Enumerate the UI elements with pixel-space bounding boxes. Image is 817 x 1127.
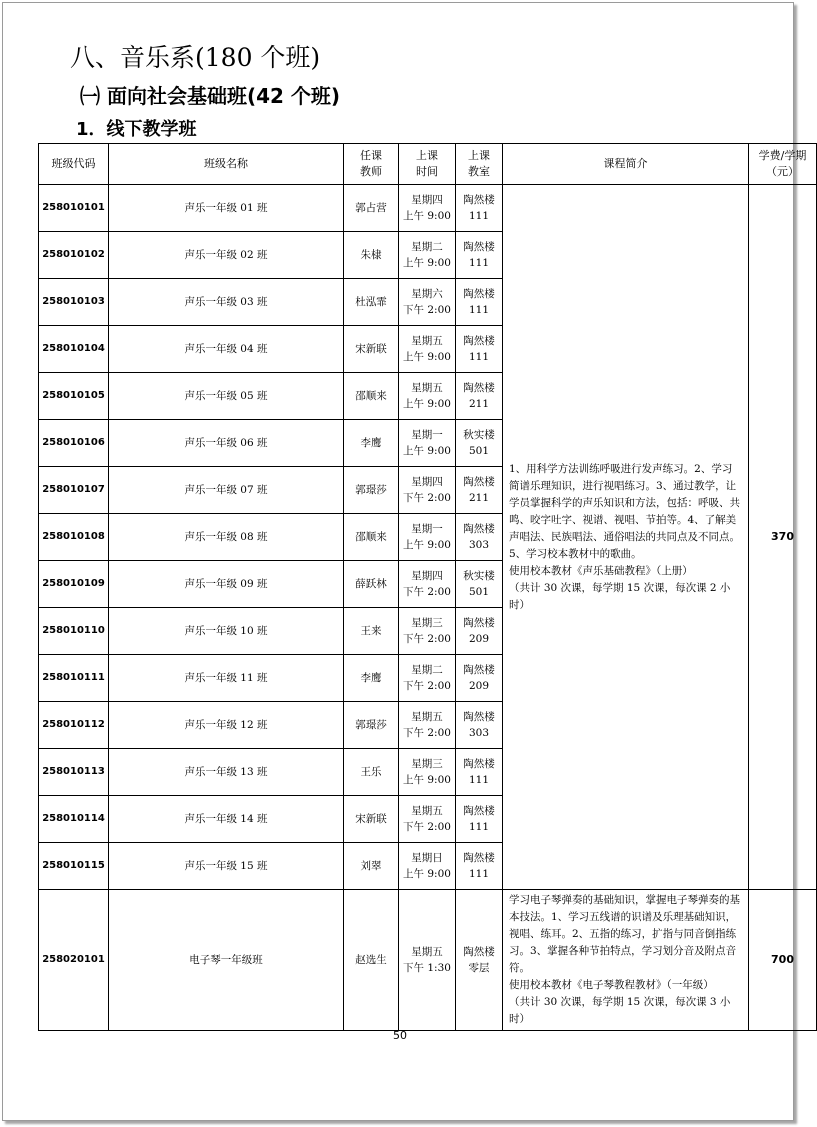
- teacher-name: 郭璟莎: [344, 702, 399, 749]
- teacher-name: 王乐: [344, 749, 399, 796]
- class-code: 258010114: [39, 796, 109, 843]
- teacher-name: 李鹰: [344, 420, 399, 467]
- class-time: 星期四 下午 2:00: [399, 467, 456, 514]
- classroom: 陶然楼 111: [456, 796, 503, 843]
- class-name: 声乐一年级 13 班: [109, 749, 344, 796]
- classroom: 陶然楼 211: [456, 467, 503, 514]
- page-number: 50: [393, 1029, 407, 1042]
- class-name: 声乐一年级 04 班: [109, 326, 344, 373]
- course-fee: 370: [749, 185, 817, 890]
- class-code: 258010105: [39, 373, 109, 420]
- class-time: 星期三 下午 2:00: [399, 608, 456, 655]
- teacher-name: 赵选生: [344, 890, 399, 1031]
- classroom: 陶然楼 111: [456, 185, 503, 232]
- class-time: 星期四 上午 9:00: [399, 185, 456, 232]
- teacher-name: 邵顺来: [344, 373, 399, 420]
- class-time: 星期日 上午 9:00: [399, 843, 456, 890]
- teacher-name: 朱棣: [344, 232, 399, 279]
- class-code: 258010110: [39, 608, 109, 655]
- class-time: 星期五 下午 1:30: [399, 890, 456, 1031]
- class-time: 星期二 上午 9:00: [399, 232, 456, 279]
- class-time: 星期一 上午 9:00: [399, 420, 456, 467]
- teacher-name: 宋新联: [344, 796, 399, 843]
- class-time: 星期五 上午 9:00: [399, 373, 456, 420]
- class-code: 258010101: [39, 185, 109, 232]
- class-code: 258010115: [39, 843, 109, 890]
- class-name: 电子琴一年级班: [109, 890, 344, 1031]
- table-row: [39, 890, 817, 1031]
- classroom: 陶然楼 111: [456, 232, 503, 279]
- class-name: 声乐一年级 01 班: [109, 185, 344, 232]
- header-teacher: 任课 教师: [344, 144, 399, 185]
- class-code: 258010107: [39, 467, 109, 514]
- teacher-name: 宋新联: [344, 326, 399, 373]
- class-name: 声乐一年级 05 班: [109, 373, 344, 420]
- teacher-name: 刘翠: [344, 843, 399, 890]
- class-code: 258010111: [39, 655, 109, 702]
- class-name: 声乐一年级 08 班: [109, 514, 344, 561]
- class-code: 258010104: [39, 326, 109, 373]
- class-code: 258010103: [39, 279, 109, 326]
- teacher-name: 郭占营: [344, 185, 399, 232]
- teacher-name: 李鹰: [344, 655, 399, 702]
- table-row: [39, 185, 817, 232]
- teacher-name: 王来: [344, 608, 399, 655]
- intro-paragraph: （共计 30 次课，每学期 15 次课，每次课 3 小时）: [509, 996, 731, 1025]
- teacher-name: 薛跃林: [344, 561, 399, 608]
- teacher-name: 邵顺来: [344, 514, 399, 561]
- class-name: 声乐一年级 06 班: [109, 420, 344, 467]
- classroom: 秋实楼 501: [456, 561, 503, 608]
- header-room: 上课 教室: [456, 144, 503, 185]
- class-code: 258010109: [39, 561, 109, 608]
- course-table: [38, 143, 817, 1031]
- classroom: 陶然楼 111: [456, 843, 503, 890]
- teacher-name: 杜泓霏: [344, 279, 399, 326]
- classroom: 陶然楼 111: [456, 749, 503, 796]
- class-name: 声乐一年级 11 班: [109, 655, 344, 702]
- classroom: 陶然楼 209: [456, 655, 503, 702]
- header-fee: 学费/学期 （元）: [749, 144, 817, 185]
- class-time: 星期六 下午 2:00: [399, 279, 456, 326]
- classroom: 陶然楼 303: [456, 702, 503, 749]
- classroom: 陶然楼 303: [456, 514, 503, 561]
- classroom: 陶然楼 111: [456, 326, 503, 373]
- classroom: 陶然楼 零层: [456, 890, 503, 1031]
- subsection-title: ㈠ 面向社会基础班(42 个班): [80, 84, 341, 108]
- class-name: 声乐一年级 03 班: [109, 279, 344, 326]
- class-name: 声乐一年级 15 班: [109, 843, 344, 890]
- class-time: 星期二 下午 2:00: [399, 655, 456, 702]
- class-name: 声乐一年级 14 班: [109, 796, 344, 843]
- header-code: 班级代码: [39, 144, 109, 185]
- class-code: 258010113: [39, 749, 109, 796]
- classroom: 陶然楼 209: [456, 608, 503, 655]
- section-title: 八、音乐系(180 个班): [70, 43, 321, 72]
- intro-paragraph: 使用校本教材《电子琴教程教材》（一年级）: [509, 979, 714, 991]
- class-name: 声乐一年级 07 班: [109, 467, 344, 514]
- classroom: 陶然楼 211: [456, 373, 503, 420]
- header-intro: 课程简介: [503, 144, 749, 185]
- header-time: 上课 时间: [399, 144, 456, 185]
- class-time: 星期三 上午 9:00: [399, 749, 456, 796]
- class-code: 258010106: [39, 420, 109, 467]
- class-code: 258020101: [39, 890, 109, 1031]
- class-code: 258010108: [39, 514, 109, 561]
- class-time: 星期五 上午 9:00: [399, 326, 456, 373]
- course-fee: 700: [749, 890, 817, 1031]
- class-name: 声乐一年级 09 班: [109, 561, 344, 608]
- table-header-row: [39, 144, 817, 185]
- intro-paragraph: （共计 30 次课，每学期 15 次课，每次课 2 小时）: [509, 581, 731, 611]
- course-intro: [503, 890, 749, 1031]
- header-name: 班级名称: [109, 144, 344, 185]
- class-time: 星期一 上午 9:00: [399, 514, 456, 561]
- class-time: 星期五 下午 2:00: [399, 702, 456, 749]
- class-time: 星期五 下午 2:00: [399, 796, 456, 843]
- class-code: 258010112: [39, 702, 109, 749]
- class-code: 258010102: [39, 232, 109, 279]
- intro-paragraph: 使用校本教材《声乐基础教程》（上册）: [509, 564, 693, 577]
- intro-paragraph: 1、用科学方法训练呼吸进行发声练习。2、学习简谱乐理知识，进行视唱练习。3、通过教学，让学员掌握科学的声乐知识和方法，包括：呼吸、共鸣、咬字吐字、视谱、视唱、节拍等。4、了解美声唱法、民族唱法、通俗唱法的共同点及不同点。5、学习校本教材中的歌曲。: [509, 462, 740, 560]
- class-name: 声乐一年级 10 班: [109, 608, 344, 655]
- teacher-name: 郭璟莎: [344, 467, 399, 514]
- class-name: 声乐一年级 12 班: [109, 702, 344, 749]
- class-name: 声乐一年级 02 班: [109, 232, 344, 279]
- intro-paragraph: 学习电子琴弹奏的基础知识，掌握电子琴弹奏的基本技法。1、学习五线谱的识谱及乐理基础知识，视唱、练耳。2、五指的练习，扩指与同音倒指练习。3、掌握各种节拍特点，学习划分音及附点音符。: [509, 894, 740, 974]
- classroom: 陶然楼 111: [456, 279, 503, 326]
- course-intro: [503, 185, 749, 890]
- class-time: 星期四 下午 2:00: [399, 561, 456, 608]
- classroom: 秋实楼 501: [456, 420, 503, 467]
- subsubsection-title: 1．线下教学班: [76, 119, 197, 140]
